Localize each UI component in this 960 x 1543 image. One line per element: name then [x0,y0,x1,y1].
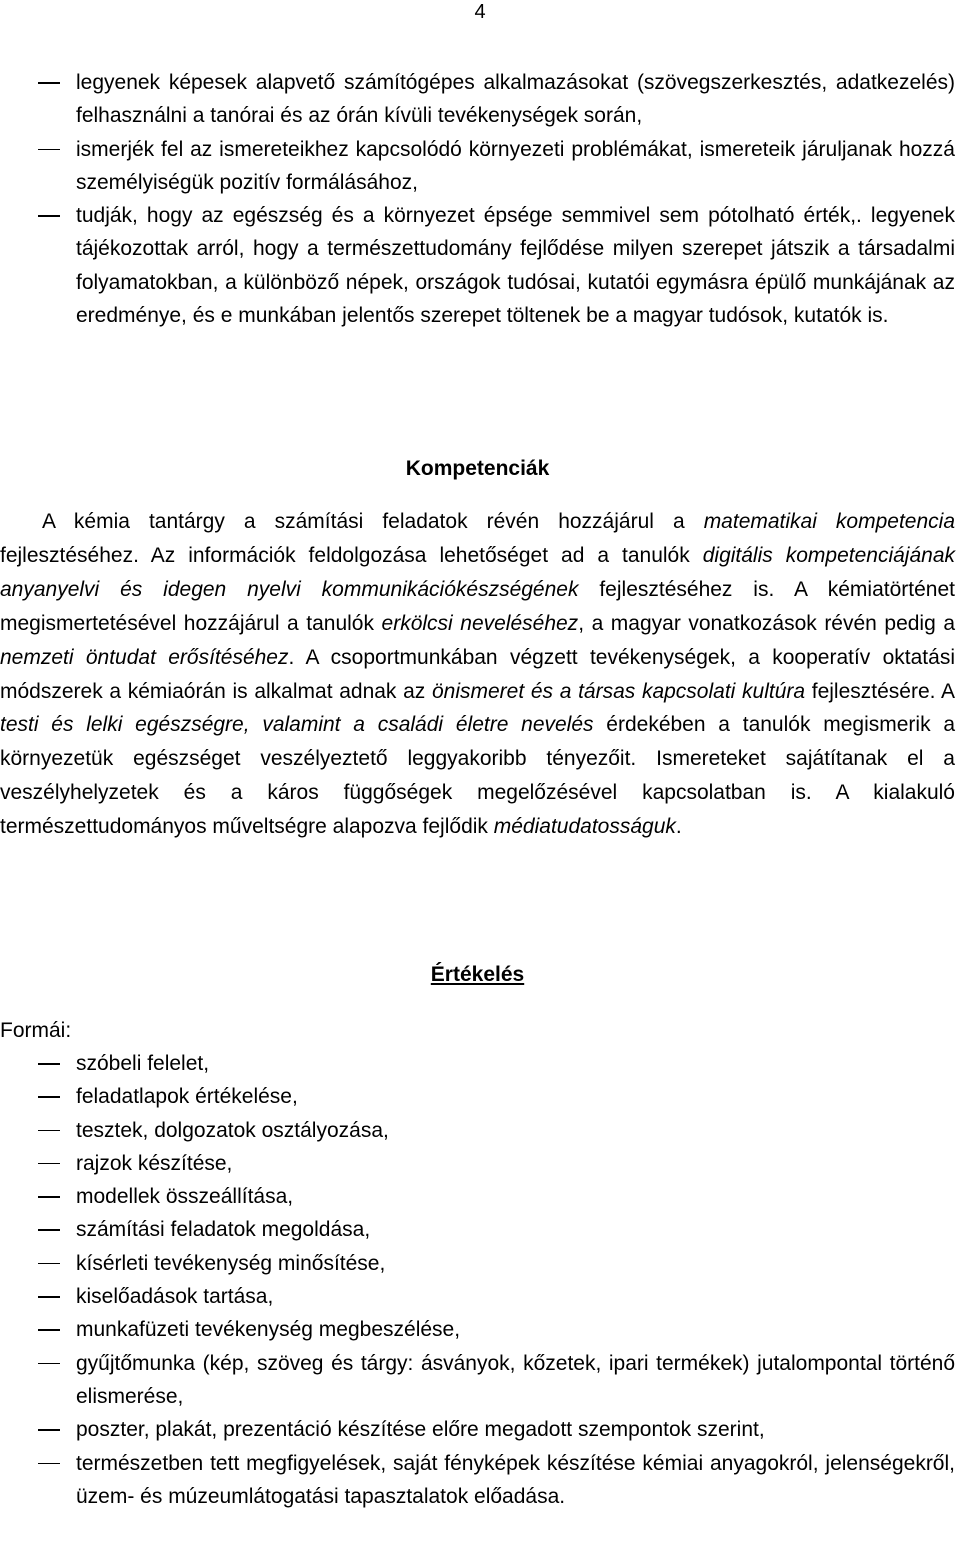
dash-bullet-icon [38,149,60,151]
dash-bullet-icon [38,1363,60,1365]
kompetenciak-paragraph [0,505,955,844]
list-item [0,1247,955,1280]
list-item [0,1280,955,1313]
dash-bullet-icon [38,1229,60,1231]
list-item-text: feladatlapok értékelése, [76,1085,298,1109]
ertekeles-heading: Értékelés [430,963,525,986]
list-item [0,1180,955,1213]
page-number: 4 [474,1,486,23]
list-item-text: modellek összeállítása, [76,1185,294,1209]
list-item-text: természetben tett megfigyelések, saját fényképek készítése kémiai anyagokról, jelenségekről, üzem- és múzeumlátogatási tapasztalatok előadása. [76,1451,955,1508]
dash-bullet-icon [38,1130,60,1132]
kompetenciak-heading: Kompetenciák [405,457,550,480]
list-item [0,199,955,332]
text-segment: . [675,815,682,839]
dash-bullet-icon [38,1263,60,1265]
list-item-text: kísérleti tevékenység minősítése, [76,1251,386,1275]
text-segment: A kémia tantárgy a számítási feladatok révén hozzájárul a [42,510,704,533]
italic-segment: testi és lelki egészségre, valamint a családi életre nevelés [0,713,594,737]
dash-bullet-icon [38,1163,60,1165]
dash-bullet-icon [38,1196,60,1198]
italic-segment: digitális kompetenciájának anyanyelvi és idegen nyelvi kommunikációkészségének [0,543,956,601]
italic-segment: nemzeti öntudat erősítéséhez [0,645,289,669]
list-item-text: rajzok készítése, [76,1151,233,1175]
italic-segment: matematikai kompetencia [703,510,956,533]
italic-segment: erkölcsi neveléséhez [381,611,579,635]
dash-bullet-icon [38,1096,60,1098]
goals-list [0,66,955,332]
text-segment: , a magyar vonatkozások révén pedig a [578,611,955,635]
list-item [0,1347,955,1414]
list-item [0,1047,955,1080]
list-item [0,66,955,133]
dash-bullet-icon [38,215,60,217]
list-item-text: kiselőadások tartása, [76,1285,274,1309]
list-item-text: számítási feladatok megoldása, [76,1218,371,1242]
text-segment: fejlesztéséhez. Az információk feldolgozása lehetőséget ad a tanulók [0,543,703,567]
list-item [0,1213,955,1246]
text-segment: fejlesztéséhez is. A kémiatörténet megismertetésével hozzájárul a tanulók [0,577,955,635]
list-item [0,1114,955,1147]
list-item [0,133,955,200]
list-item [0,1447,955,1514]
dash-bullet-icon [38,1463,60,1465]
list-item-text: gyűjtőmunka (kép, szöveg és tárgy: ásványok, kőzetek, ipari termékek) jutalompontal történő elismerése, [76,1351,955,1408]
list-item-text: ismerjék fel az ismereteikhez kapcsolódó környezeti problémákat, ismereteik járuljanak hozzá személyiségük pozitív formálásához, [76,137,955,194]
list-item-text: szóbeli felelet, [76,1052,210,1075]
dash-bullet-icon [38,1063,60,1065]
text-segment: fejlesztésére. A [805,679,955,703]
text-segment: érdekében a tanulók megismerik a környezetük egészséget veszélyeztető leggyakoribb tényezőit. Ismereteket sajátítanak el a veszélyhelyzetek és a káros függőségek megelőzésével kapcsolatban is. A kialakuló természettudományos műveltségre alapozva fejlődik [0,713,956,839]
list-item-text: legyenek képesek alapvető számítógépes alkalmazásokat (szövegszerkesztés, adatkezelés) felhasználni a tanórai és az órán kívüli tevékenységek során, [76,71,955,128]
list-item [0,1080,955,1113]
list-item-text: tudják, hogy az egészség és a környezet épsége semmivel sem pótolható érték,. legyenek tájékozottak arról, hogy a természettudomány fejlődése milyen szerepet játszik a társadalmi folyamatokban, a különböző népek, országok tudósai, kutatói egymásra épülő munkájának az eredménye, és e munkában jelentős szerepet töltenek be a magyar tudósok, kutatók is. [76,204,955,328]
list-item [0,1147,955,1180]
evaluation-forms-list [0,1047,955,1513]
formai-label: Formái: [0,1019,72,1042]
dash-bullet-icon [38,1429,60,1431]
list-item [0,1313,955,1346]
italic-segment: médiatudatosságuk [493,815,676,839]
dash-bullet-icon [38,82,60,84]
italic-segment: önismeret és a társas kapcsolati kultúra [431,679,806,703]
list-item-text: munkafüzeti tevékenység megbeszélése, [76,1318,461,1342]
list-item-text: tesztek, dolgozatok osztályozása, [76,1118,389,1142]
dash-bullet-icon [38,1296,60,1298]
text-segment: . A csoportmunkában végzett tevékenységek, a kooperatív oktatási módszerek a kémiaórán is alkalmat adnak az [0,645,955,703]
list-item-text: poszter, plakát, prezentáció készítése előre megadott szempontok szerint, [76,1418,765,1442]
dash-bullet-icon [38,1329,60,1331]
list-item [0,1413,955,1446]
